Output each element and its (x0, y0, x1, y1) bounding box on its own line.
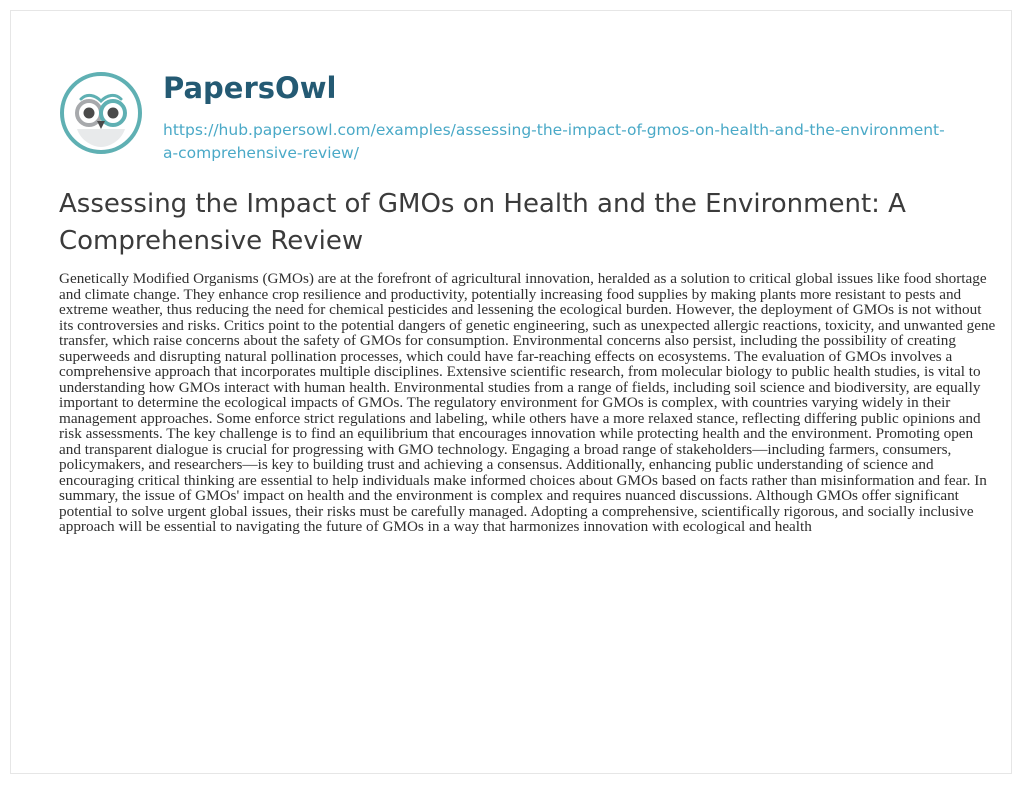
brand-name: PapersOwl (163, 71, 337, 105)
owl-logo-icon (59, 71, 143, 155)
page-title: Assessing the Impact of GMOs on Health and the Environment: A Comprehensive Review (59, 189, 906, 256)
source-url-link[interactable]: https://hub.papersowl.com/examples/assessing-the-impact-of-gmos-on-health-and-the-environment-a-comprehensive-review/ (163, 121, 945, 162)
essay-body: Genetically Modified Organisms (GMOs) are at the forefront of agricultural innovation, heralded as a solution to critical global issues like food shortage and climate change. They enhance crop resilience and productivity, potentially increasing food supplies by making plants more resistant to pests and extreme weather, thus reducing the need for chemical pesticides and lessening the ecological burden. However, the deployment of GMOs is not without its controversies and risks. Critics point to the potential dangers of genetic engineering, such as unexpected allergic reactions, toxicity, and unwanted gene transfer, which raise concerns about the safety of GMOs for consumption. Environmental concerns also persist, including the possibility of creating superweeds and disrupting natural pollination processes, which could have far-reaching effects on ecosystems. The evaluation of GMOs involves a comprehensive approach that incorporates multiple disciplines. Extensive scientific research, from molecular biology to public health studies, is vital to understanding how GMOs interact with human health. Environmental studies from a range of fields, including soil science and biodiversity, are equally important to determine the ecological impacts of GMOs. The regulatory environment for GMOs is complex, with countries varying widely in their management approaches. Some enforce strict regulations and labeling, while others have a more relaxed stance, reflecting differing public opinions and risk assessments. The key challenge is to find an equilibrium that encourages innovation while protecting health and the environment. Promoting open and transparent dialogue is crucial for progressing with GMO technology. Engaging a broad range of stakeholders—including farmers, consumers, policymakers, and researchers—is key to building trust and achieving a consensus. Additionally, enhancing public understanding of science and encouraging critical thinking are essential to help individuals make informed choices about GMOs based on facts rather than misinformation and fear. In summary, the issue of GMOs' impact on health and the environment is complex and requires nuanced discussions. Although GMOs offer significant potential to solve urgent global issues, their risks must be carefully managed. Adopting a comprehensive, scientifically rigorous, and socially inclusive approach will be essential to navigating the future of GMOs in a way that harmonizes innovation with ecological and health (59, 270, 996, 535)
page-frame (10, 10, 1012, 774)
owl-logo-svg (59, 71, 143, 155)
logo-left-pupil (84, 108, 95, 119)
header (59, 47, 989, 167)
logo-right-pupil (108, 108, 119, 119)
